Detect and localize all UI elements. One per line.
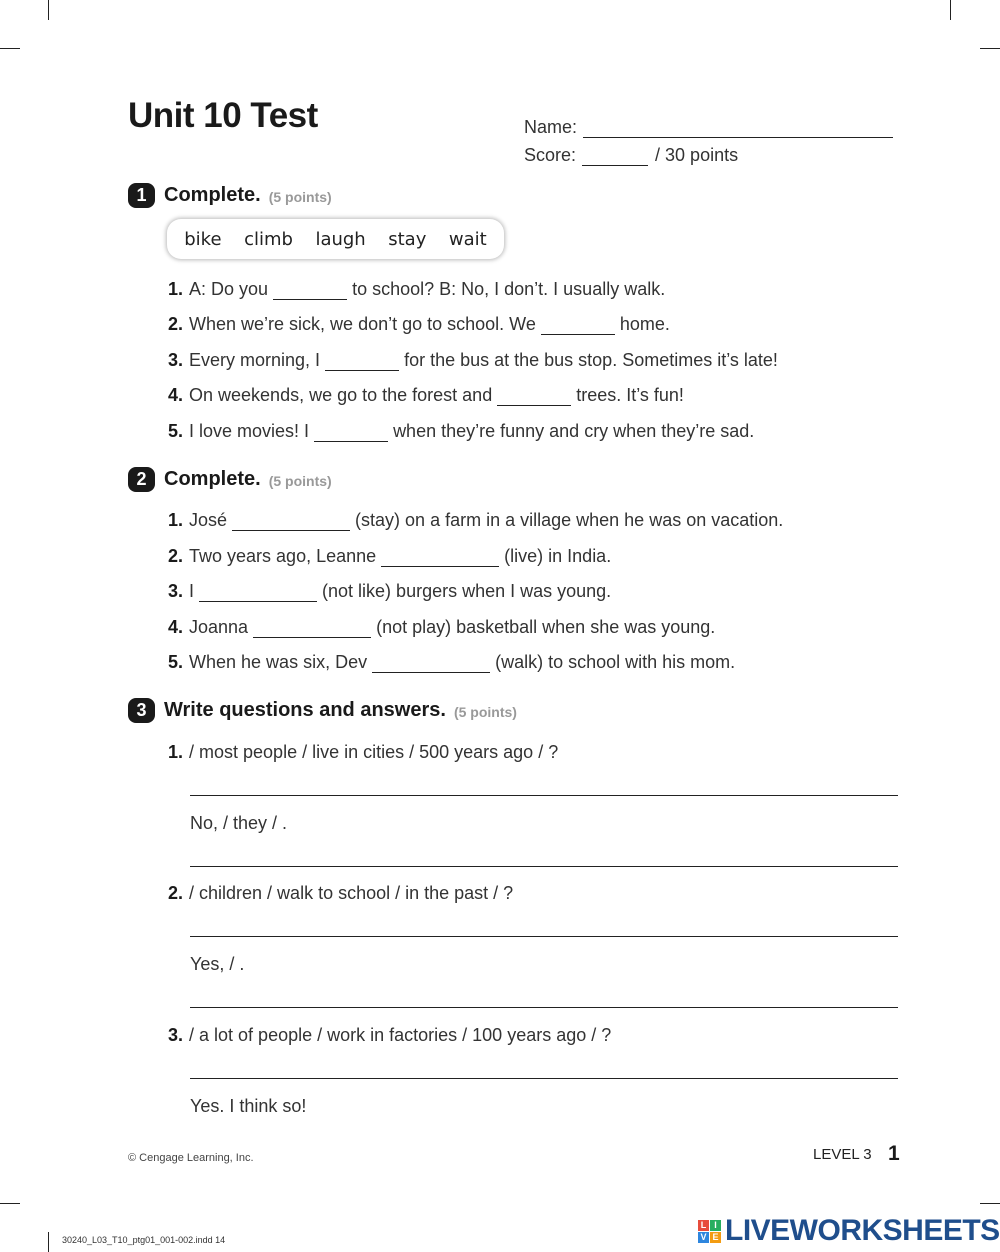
answer-line[interactable] — [190, 1007, 898, 1008]
item-text: Two years ago, Leanne — [189, 546, 377, 566]
question-item — [168, 742, 558, 763]
question-item — [168, 1025, 611, 1046]
word-bank-word: stay — [388, 228, 427, 250]
crop-mark — [0, 48, 20, 49]
name-row — [524, 110, 893, 138]
section-3-heading — [128, 698, 517, 723]
item-number: 1. — [168, 510, 184, 530]
logo-text: LIVEWORKSHEETS — [725, 1214, 1000, 1247]
answer-blank[interactable] — [325, 355, 399, 371]
item-number: 5. — [168, 652, 184, 672]
item-text: Every morning, I — [189, 350, 321, 370]
exercise-item — [168, 546, 611, 567]
item-text: When we’re sick, we don’t go to school. We — [189, 314, 536, 334]
item-text: to school? B: No, I don’t. I usually walk. — [352, 279, 666, 299]
exercise-item — [168, 279, 665, 300]
exercise-item — [168, 652, 735, 673]
answer-line[interactable] — [190, 795, 898, 796]
answer-blank[interactable] — [372, 657, 490, 673]
name-field[interactable] — [583, 120, 893, 138]
exercise-item — [168, 510, 783, 531]
name-score-block — [524, 110, 893, 166]
answer-blank[interactable] — [497, 390, 571, 406]
word-bank-word: bike — [184, 228, 222, 250]
page-title: Unit 10 Test — [128, 96, 318, 135]
answer-blank[interactable] — [253, 622, 371, 638]
score-label: Score: — [524, 145, 577, 165]
section-points: (5 points) — [453, 704, 517, 720]
section-points: (5 points) — [268, 473, 332, 489]
item-text: (not play) basketball when she was young. — [376, 617, 716, 637]
liveworksheets-logo — [698, 1214, 1000, 1248]
answer-blank[interactable] — [199, 586, 317, 602]
section-2-heading — [128, 467, 332, 492]
word-bank-word: climb — [244, 228, 293, 250]
answer-blank[interactable] — [381, 551, 499, 567]
word-bank — [167, 219, 504, 259]
answer-blank[interactable] — [541, 319, 615, 335]
item-number: 4. — [168, 385, 184, 405]
page-number: 1 — [888, 1142, 900, 1165]
item-number: 2. — [168, 883, 184, 903]
word-bank-word: wait — [448, 228, 487, 250]
question-prompt: / a lot of people / work in factories / 100 years ago / ? — [189, 1025, 612, 1045]
crop-mark — [950, 0, 951, 20]
score-row — [524, 138, 893, 166]
logo-letter: V — [698, 1232, 709, 1243]
section-number-badge: 3 — [128, 698, 155, 723]
item-text: Joanna — [189, 617, 249, 637]
item-text: home. — [619, 314, 670, 334]
item-number: 3. — [168, 1025, 184, 1045]
item-text: José — [189, 510, 228, 530]
question-prompt: / most people / live in cities / 500 years ago / ? — [189, 742, 559, 762]
item-number: 2. — [168, 546, 184, 566]
item-text: for the bus at the bus stop. Sometimes it’s late! — [404, 350, 778, 370]
logo-letter: E — [710, 1232, 721, 1243]
question-item — [168, 883, 513, 904]
logo-letter: I — [710, 1220, 721, 1231]
section-title: Complete. — [164, 184, 261, 206]
score-field[interactable] — [582, 148, 648, 166]
copyright: © Cengage Learning, Inc. — [128, 1152, 254, 1164]
logo-grid-icon — [698, 1220, 721, 1243]
item-number: 3. — [168, 581, 184, 601]
section-title: Complete. — [164, 468, 261, 490]
item-number: 1. — [168, 742, 184, 762]
item-number: 5. — [168, 421, 184, 441]
exercise-item — [168, 581, 611, 602]
section-number-badge: 1 — [128, 183, 155, 208]
crop-mark — [980, 48, 1000, 49]
item-number: 1. — [168, 279, 184, 299]
word-bank-word: laugh — [315, 228, 366, 250]
score-total: / 30 points — [655, 145, 739, 165]
item-text: (walk) to school with his mom. — [495, 652, 736, 672]
exercise-item — [168, 314, 670, 335]
name-label: Name: — [524, 117, 578, 137]
crop-mark — [48, 0, 49, 20]
item-number: 2. — [168, 314, 184, 334]
item-number: 3. — [168, 350, 184, 370]
item-text: I — [189, 581, 195, 601]
item-text: (not like) burgers when I was young. — [322, 581, 612, 601]
item-text: When he was six, Dev — [189, 652, 368, 672]
level-label: LEVEL 3 — [813, 1146, 872, 1163]
question-prompt: / children / walk to school / in the past / ? — [189, 883, 514, 903]
logo-letter: L — [698, 1220, 709, 1231]
answer-line[interactable] — [190, 866, 898, 867]
answer-prompt: Yes. I think so! — [190, 1096, 307, 1116]
item-text: trees. It’s fun! — [576, 385, 684, 405]
item-text: when they’re funny and cry when they’re sad. — [393, 421, 755, 441]
answer-line[interactable] — [190, 936, 898, 937]
item-number: 4. — [168, 617, 184, 637]
section-number-badge: 2 — [128, 467, 155, 492]
answer-prompt: Yes, / . — [190, 954, 245, 974]
file-slug: 30240_L03_T10_ptg01_001-002.indd 14 — [62, 1235, 226, 1245]
crop-mark — [48, 1232, 49, 1252]
exercise-item — [168, 385, 684, 406]
answer-blank[interactable] — [314, 426, 388, 442]
item-text: I love movies! I — [189, 421, 310, 441]
section-title: Write questions and answers. — [164, 699, 446, 721]
section-points: (5 points) — [268, 189, 332, 205]
exercise-item — [168, 350, 778, 371]
exercise-item — [168, 421, 754, 442]
answer-blank[interactable] — [232, 515, 350, 531]
item-text: (live) in India. — [504, 546, 612, 566]
section-1-heading — [128, 183, 332, 208]
answer-blank[interactable] — [273, 284, 347, 300]
answer-line[interactable] — [190, 1078, 898, 1079]
crop-mark — [0, 1203, 20, 1204]
crop-mark — [980, 1203, 1000, 1204]
item-text: A: Do you — [189, 279, 269, 299]
exercise-item — [168, 617, 715, 638]
answer-prompt: No, / they / . — [190, 813, 288, 833]
item-text: On weekends, we go to the forest and — [189, 385, 493, 405]
item-text: (stay) on a farm in a village when he was on vacation. — [355, 510, 784, 530]
